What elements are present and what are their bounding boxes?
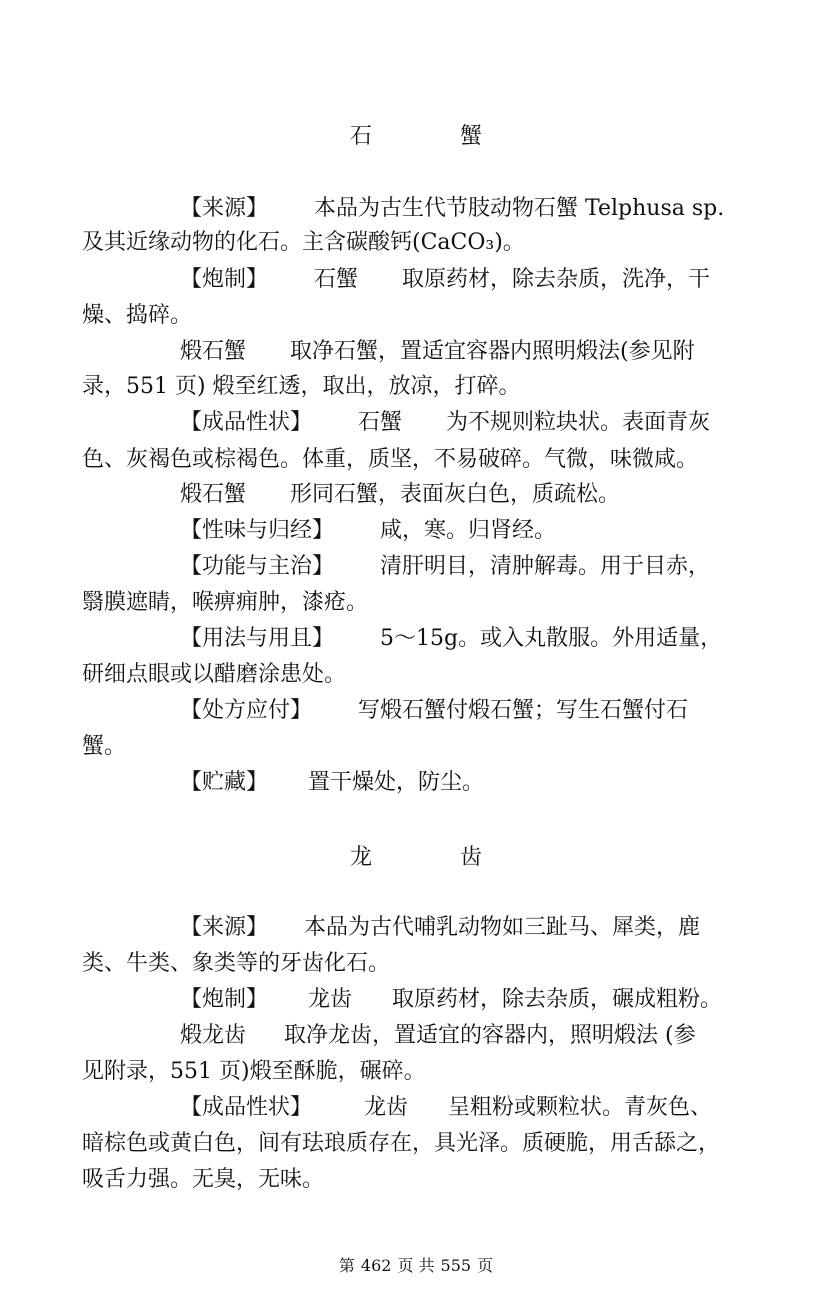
- traits2b-name: 龙齿: [364, 1095, 409, 1120]
- calcined-paragraph: [180, 339, 760, 365]
- function-paragraph: [180, 554, 760, 580]
- source-label: 【来源】: [180, 196, 269, 221]
- traits-text: 为不规则粒块状。表面青灰: [446, 410, 711, 435]
- process-name: 石蟹: [314, 267, 359, 292]
- storage-text: 置干燥处，防尘。: [308, 770, 485, 795]
- usage-continued: 研细点眼或以醋磨涂患处。: [82, 662, 347, 687]
- source2-paragraph: [180, 915, 760, 941]
- page-footer: [0, 1256, 832, 1276]
- traits2b-label: 【成品性状】: [180, 1095, 313, 1120]
- nature-text: 咸，寒。归肾经。: [380, 518, 557, 543]
- traits2b-continued-2: 吸舌力强。无臭，无味。: [82, 1167, 325, 1192]
- traits-continued: 色、灰褐色或棕褐色。体重，质坚，不易破碎。气微，味微咸。: [82, 447, 699, 472]
- calcined2-text: 取净龙齿，置适宜的容器内，照明煅法 (参: [284, 1023, 696, 1048]
- source2-text: 本品为古代哺乳动物如三趾马、犀类，鹿: [304, 915, 701, 940]
- source-text: 本品为古生代节肢动物石蟹 Telphusa sp.: [314, 196, 725, 221]
- rx-text: 写煅石蟹付煅石蟹；写生石蟹付石: [358, 698, 689, 723]
- traits2-name: 煅石蟹: [180, 482, 247, 507]
- process2-paragraph: [180, 987, 760, 1013]
- title-char-1: 石: [349, 124, 372, 149]
- usage-label: 【用法与用且】: [180, 626, 335, 651]
- calcined-continued: 录，551 页) 煅至红透，取出，放凉，打碎。: [82, 374, 521, 399]
- calcined-name: 煅石蟹: [180, 339, 247, 364]
- process2-text: 取原药材，除去杂质，碾成粗粉。: [392, 987, 723, 1012]
- source2-continued: 类、牛类、象类等的牙齿化石。: [82, 951, 391, 976]
- footer-prefix: 第: [338, 1256, 355, 1275]
- traits-name: 石蟹: [358, 410, 403, 435]
- rx-continued: 蟹。: [82, 734, 127, 759]
- traits2b-text: 呈粗粉或颗粒状。青灰色、: [448, 1095, 713, 1120]
- process-label: 【炮制】: [180, 267, 269, 292]
- function-continued: 翳膜遮睛，喉痹痈肿，漆疮。: [82, 590, 369, 615]
- traits2-paragraph: [180, 482, 760, 508]
- calcined2-continued: 见附录，551 页)煅至酥脆，碾碎。: [82, 1059, 426, 1084]
- footer-total-pages: 555: [440, 1256, 472, 1275]
- traits-label: 【成品性状】: [180, 410, 313, 435]
- traits2-text: 形同石蟹，表面灰白色，质疏松。: [290, 482, 621, 507]
- title-char-2: 齿: [460, 845, 483, 870]
- footer-page-number: 462: [360, 1256, 392, 1275]
- usage-paragraph: [180, 626, 760, 652]
- title-char-2: 蟹: [460, 124, 483, 149]
- process-paragraph: [180, 267, 760, 293]
- process-text: 取原药材，除去杂质，洗净，干: [402, 267, 711, 292]
- source-continued: 及其近缘动物的化石。主含碳酸钙(CaCO₃)。: [82, 230, 525, 255]
- usage-text: 5～15g。或入丸散服。外用适量，: [380, 626, 723, 651]
- storage-label: 【贮藏】: [180, 770, 269, 795]
- process-continued: 燥、捣碎。: [82, 303, 193, 328]
- calcined2-paragraph: [180, 1023, 760, 1049]
- source2-label: 【来源】: [180, 915, 269, 940]
- process2-name: 龙齿: [308, 987, 353, 1012]
- rx-paragraph: [180, 698, 760, 724]
- nature-paragraph: [180, 518, 760, 544]
- function-text: 清肝明目，清肿解毒。用于目赤，: [380, 554, 711, 579]
- nature-label: 【性味与归经】: [180, 518, 335, 543]
- traits2b-paragraph: [180, 1095, 760, 1121]
- calcined2-name: 煅龙齿: [180, 1023, 247, 1048]
- footer-suffix: 页: [477, 1256, 494, 1275]
- traits-paragraph: [180, 410, 760, 436]
- function-label: 【功能与主治】: [180, 554, 335, 579]
- rx-label: 【处方应付】: [180, 698, 313, 723]
- footer-mid: 页 共: [397, 1256, 435, 1275]
- title-char-1: 龙: [349, 845, 372, 870]
- process2-label: 【炮制】: [180, 987, 269, 1012]
- storage-paragraph: [180, 770, 760, 796]
- traits2b-continued: 暗棕色或黄白色，间有珐琅质存在，具光泽。质硬脆，用舌舔之，: [82, 1131, 721, 1156]
- calcined-text: 取净石蟹，置适宜容器内照明煅法(参见附: [290, 339, 695, 364]
- section-title-shixie: [0, 124, 832, 150]
- source-paragraph: [180, 196, 760, 222]
- section-title-longchi: [0, 845, 832, 871]
